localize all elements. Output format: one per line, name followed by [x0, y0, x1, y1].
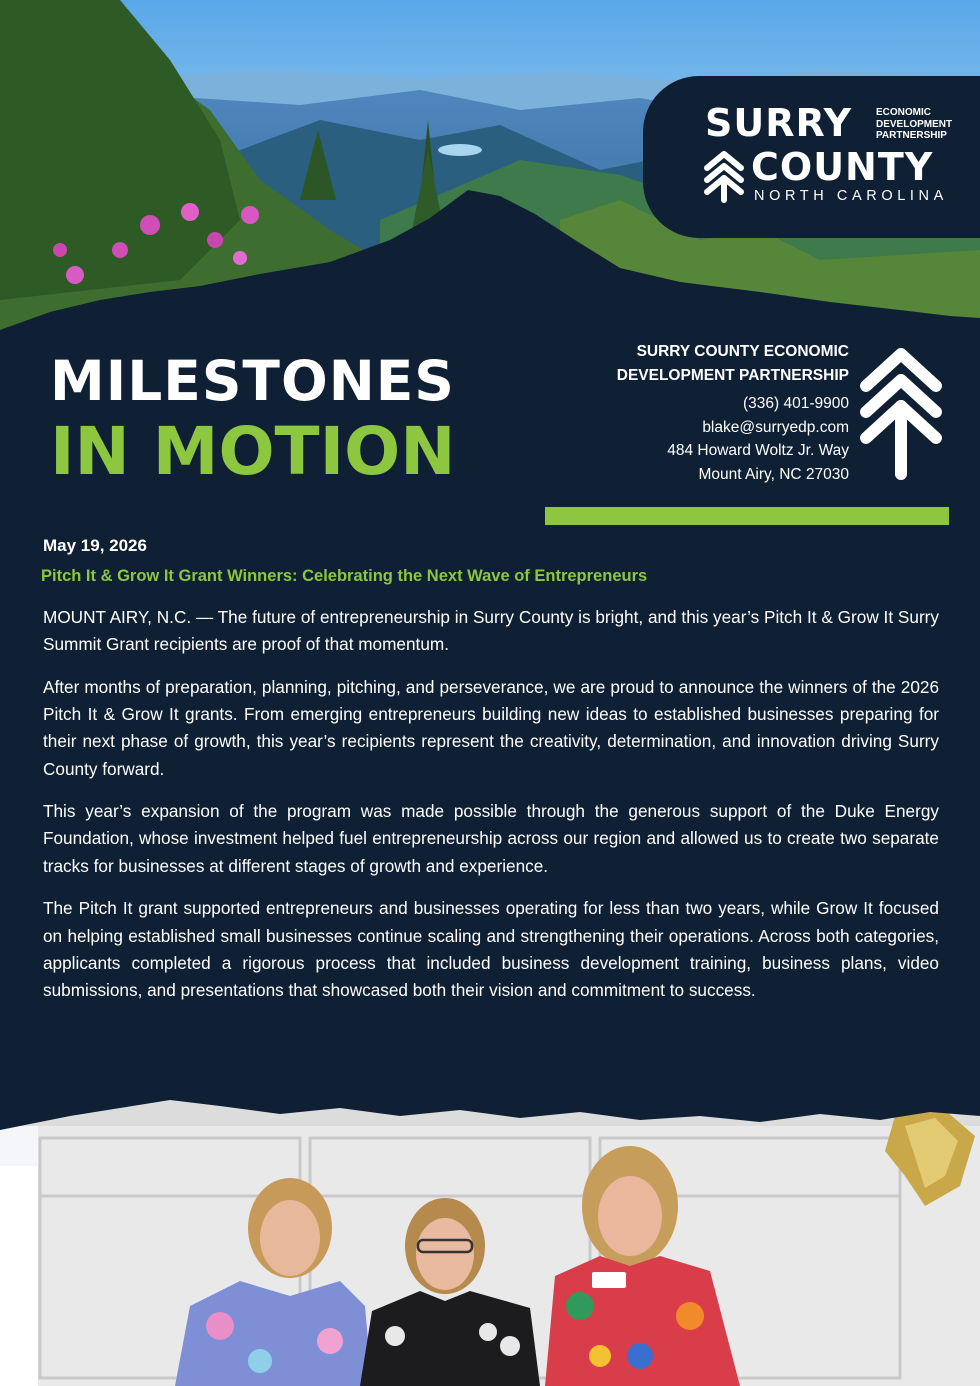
tree-arrow-icon [703, 150, 745, 204]
surry-county-logo [643, 76, 980, 238]
logo-surry-text: SURRY [705, 101, 853, 145]
article-paragraph: MOUNT AIRY, N.C. — The future of entrepreneurship in Surry County is bright, and this year’s Pitch It & Grow It Surry Summit Grant recipients are proof of that momentum. [43, 607, 939, 655]
contact-city: Mount Airy, NC 27030 [698, 465, 849, 483]
logo-state-text: NORTH CAROLINA [754, 188, 948, 204]
contact-block [540, 340, 849, 486]
page-title-line1: MILESTONES [50, 349, 455, 413]
page-title-line2: IN MOTION [50, 413, 456, 490]
tree-arrow-icon [858, 346, 944, 482]
logo-edp-line1: ECONOMIC [876, 107, 931, 118]
grant-winners-photo [0, 1096, 980, 1386]
contact-org-line2: DEVELOPMENT PARTNERSHIP [616, 367, 849, 384]
article-paragraph: After months of preparation, planning, pitching, and perseverance, we are proud to announce the winners of the 2026 Pitch It & Grow It grants. From emerging entrepreneurs building new ideas to established businesses preparing for their next phase of growth, this year’s recipients represent the creativity, determination, and innovation driving Surry County forward. [43, 676, 939, 779]
logo-edp-text [876, 107, 980, 142]
contact-email[interactable]: blake@surryedp.com [702, 418, 849, 436]
article-paragraph: The Pitch It grant supported entrepreneurs and businesses operating for less than two years, while Grow It focused on helping established small businesses continue scaling and strengthening their operations. Across both categories, applicants completed a rigorous process that included business development training, business plans, video submissions, and presentations that showcased both their vision and commitment to success. [43, 898, 939, 1000]
contact-phone[interactable]: (336) 401-9900 [743, 395, 849, 412]
article-paragraph: This year’s expansion of the program was made possible through the generous support of the Duke Energy Foundation, whose investment helped fuel entrepreneurship across our region and allowed us to create two separate tracks for businesses at different stages of growth and experience. [43, 801, 939, 876]
article-date: May 19, 2026 [43, 536, 147, 555]
article-headline: Pitch It & Grow It Grant Winners: Celebrating the Next Wave of Entrepreneurs [41, 567, 648, 585]
accent-divider [545, 507, 949, 525]
contact-street: 484 Howard Woltz Jr. Way [667, 442, 849, 459]
logo-edp-line3: PARTNERSHIP [876, 130, 947, 141]
logo-county-text: COUNTY [751, 145, 934, 189]
contact-org-line1: SURRY COUNTY ECONOMIC [636, 343, 849, 360]
logo-edp-line2: DEVELOPMENT [876, 118, 953, 130]
article-body [43, 604, 939, 1020]
